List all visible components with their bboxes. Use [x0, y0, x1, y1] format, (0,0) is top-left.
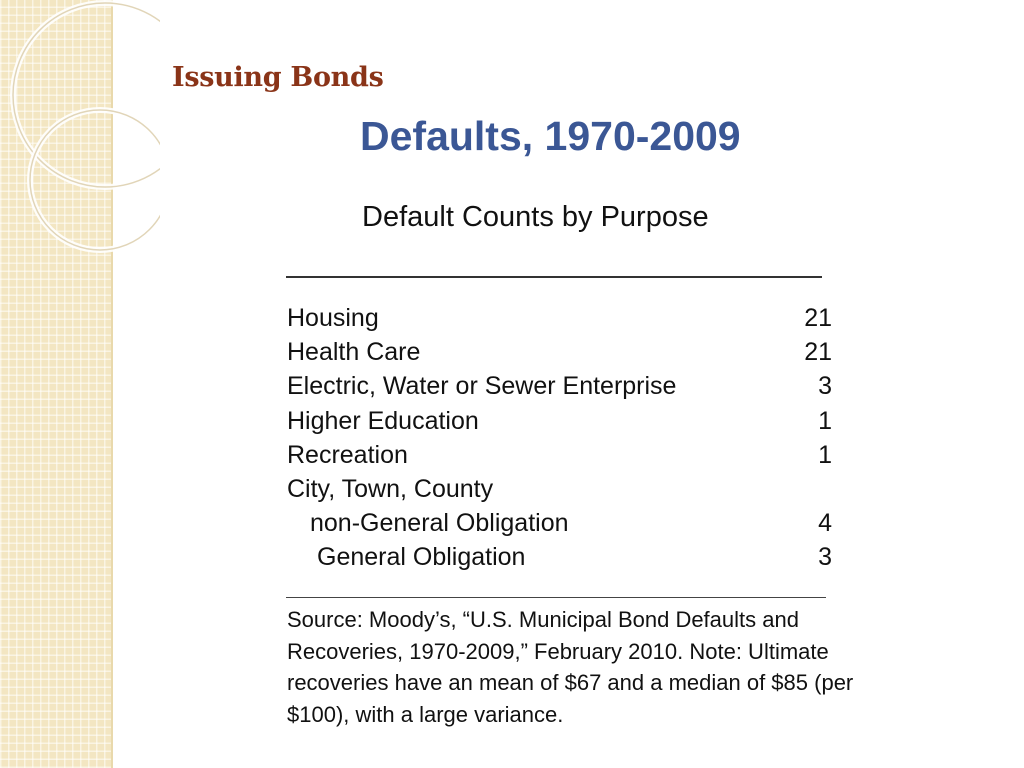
table-row: [287, 335, 832, 369]
row-label: General Obligation: [317, 543, 526, 572]
section-title: Issuing Bonds: [172, 62, 384, 93]
top-divider: [286, 276, 822, 278]
decorative-rings: [0, 0, 160, 260]
default-counts-table: [287, 301, 832, 575]
source-citation: Source: Moody’s, “U.S. Municipal Bond Defaults and Recoveries, 1970-2009,” February 2010.: [287, 607, 799, 664]
row-count: 3: [818, 543, 832, 572]
table-row: [287, 540, 832, 574]
table-title: Default Counts by Purpose: [362, 201, 709, 233]
row-label: Housing: [287, 304, 379, 332]
table-row: [287, 506, 832, 540]
row-count: 1: [818, 440, 832, 469]
row-label: Recreation: [287, 440, 408, 469]
bottom-divider: [286, 597, 826, 598]
slide-title: Defaults, 1970-2009: [360, 113, 741, 159]
row-label: Higher Education: [287, 406, 479, 435]
table-row: [287, 472, 832, 506]
row-count: 21: [804, 338, 832, 367]
footnote: [287, 604, 857, 730]
row-count: 1: [818, 406, 832, 435]
table-row: [287, 438, 832, 472]
table-row: [287, 301, 832, 335]
table-row: [287, 404, 832, 438]
row-label: City, Town, County: [287, 474, 494, 503]
row-label: Electric, Water or Sewer Enterprise: [287, 372, 677, 401]
row-label: non-General Obligation: [310, 509, 569, 538]
row-label: Health Care: [287, 338, 421, 367]
row-count: 21: [804, 304, 832, 332]
recovery-note: Note: Ultimate recoveries have an mean of $67 and a median of $85 (per $100), with a large variance.: [287, 638, 854, 727]
row-count: 4: [818, 509, 832, 538]
table-row: [287, 369, 832, 403]
row-count: 3: [818, 372, 832, 401]
